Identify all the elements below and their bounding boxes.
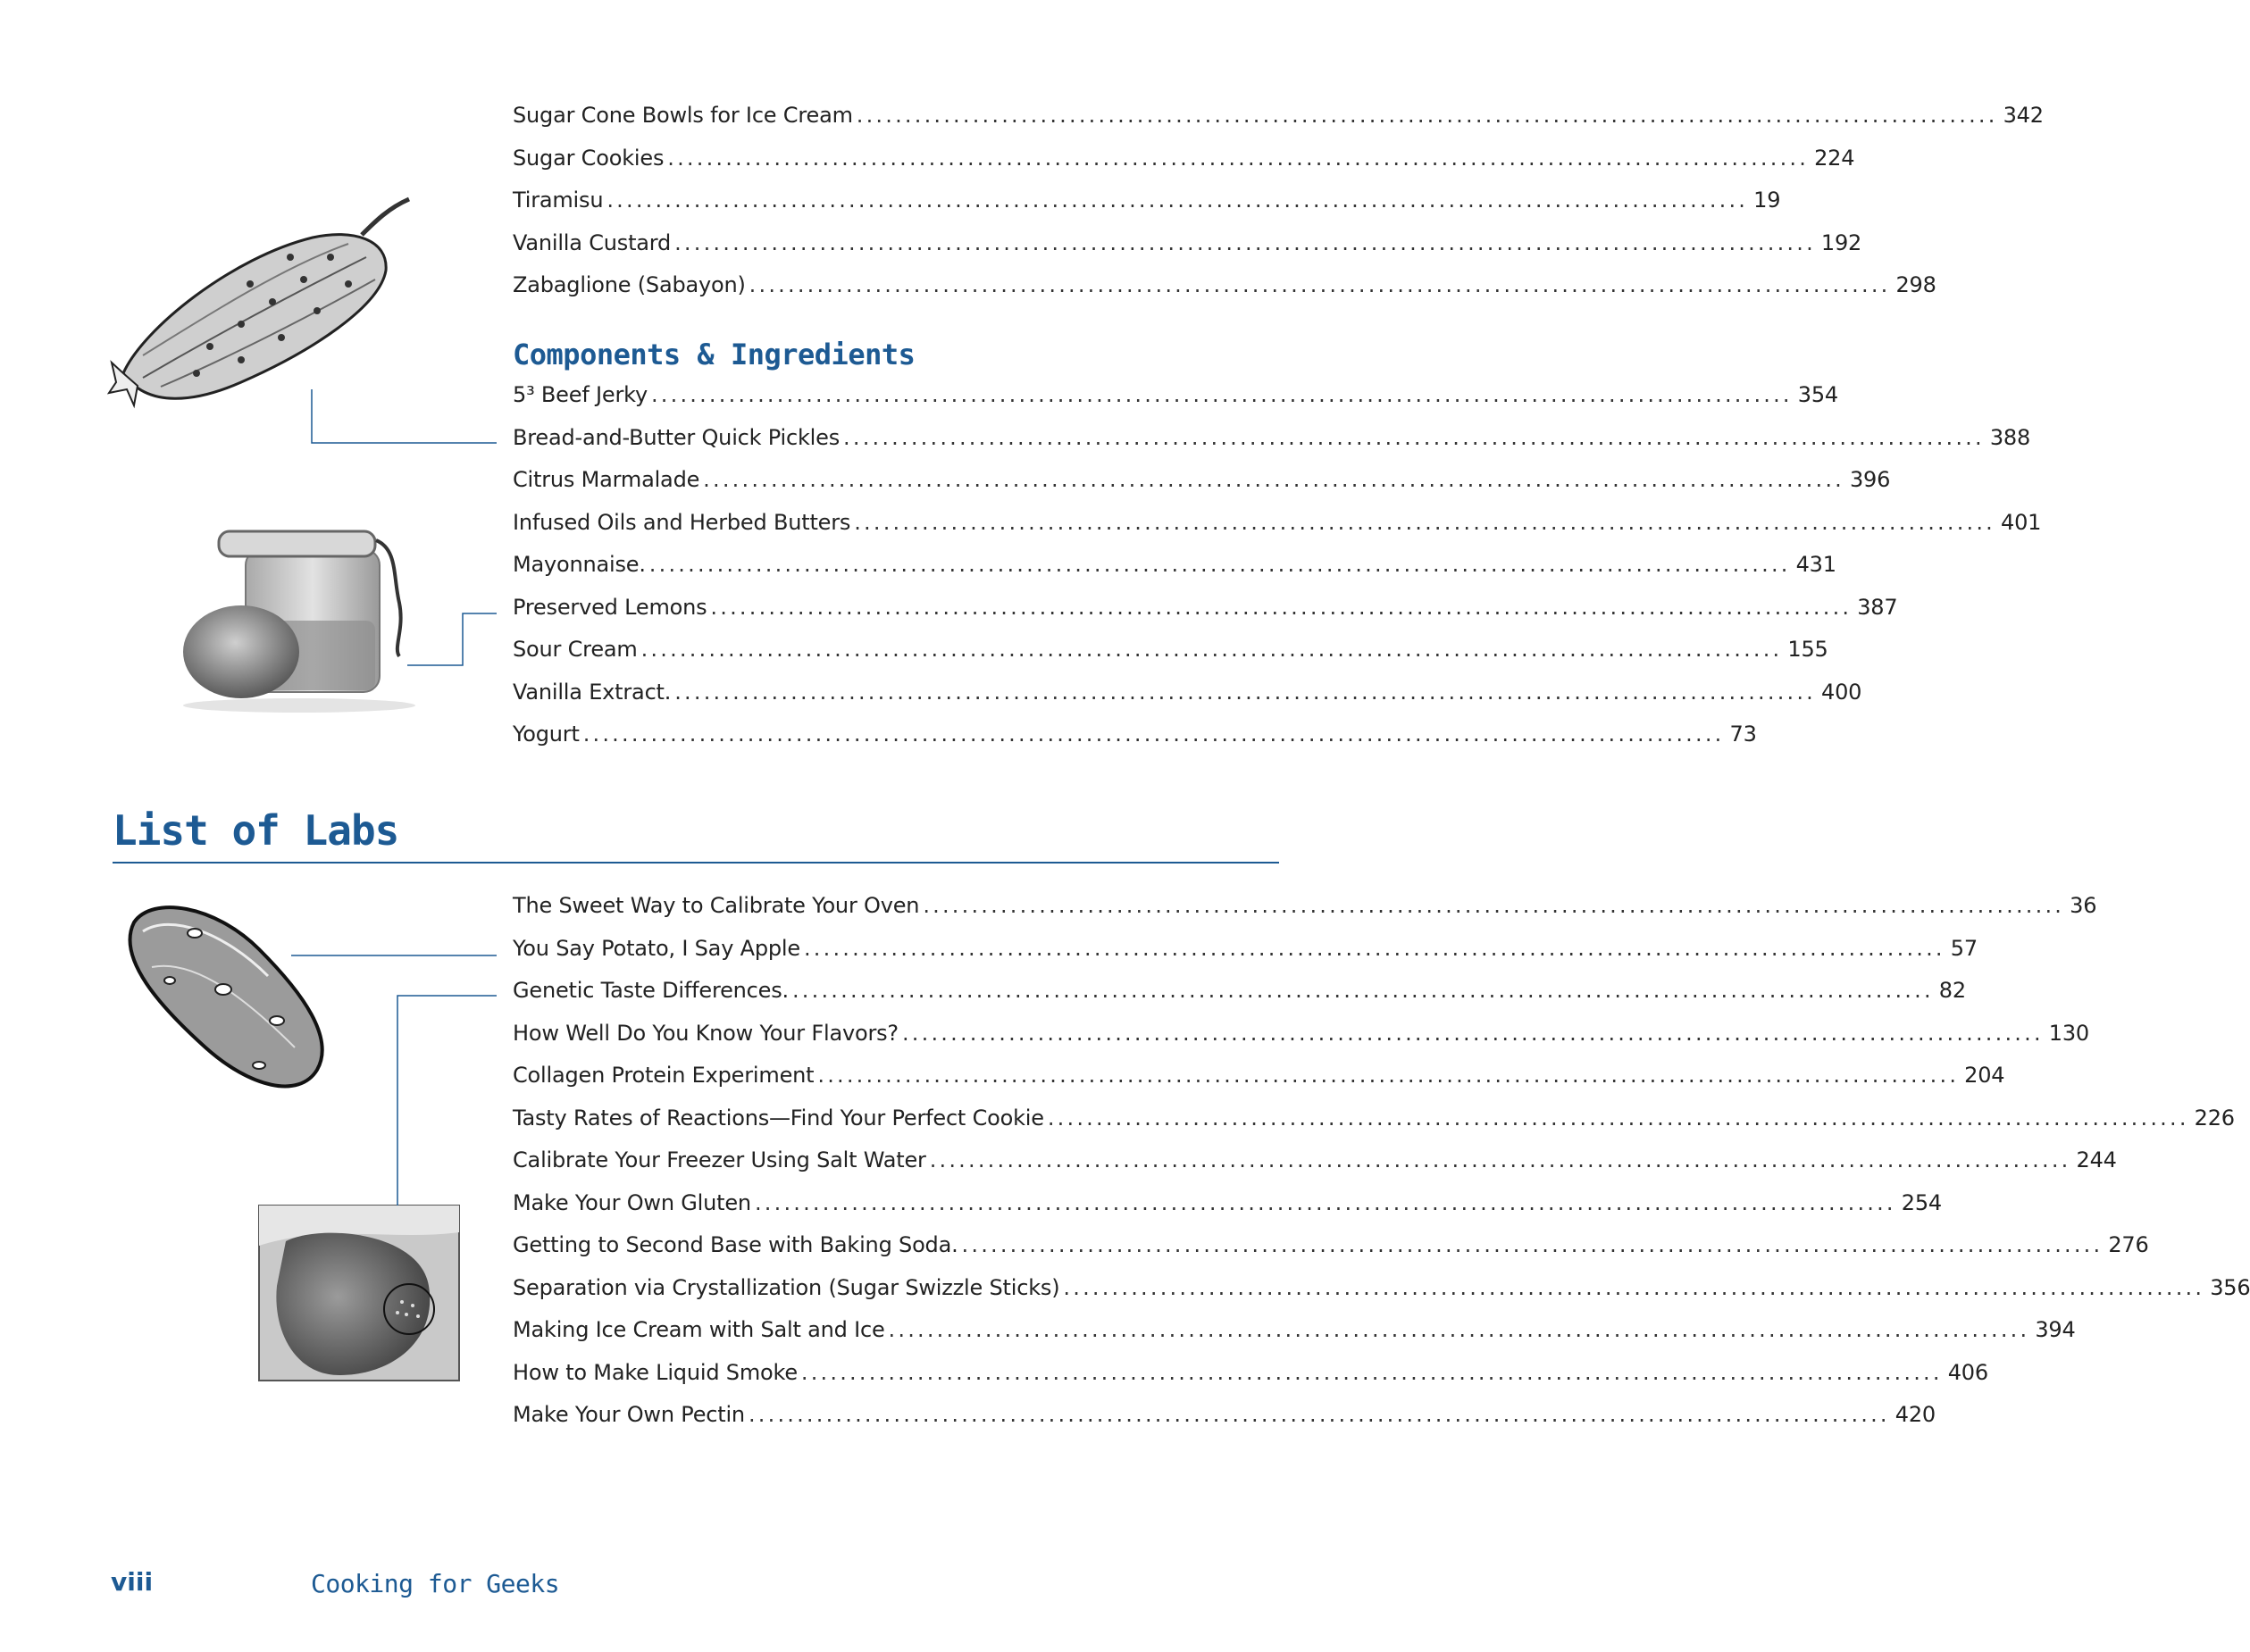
toc-entry-title: Tiramisu <box>513 188 604 213</box>
toc-entry[interactable] <box>513 594 1898 638</box>
toc-entry[interactable] <box>513 679 1862 722</box>
toc-entry-page: 192 <box>1820 229 1862 255</box>
toc-entry[interactable] <box>513 467 1891 510</box>
toc-entry-page: 356 <box>2210 1274 2250 1300</box>
dot-leader: ...................................................................................................................... <box>791 978 1934 1003</box>
dot-leader: ...................................................................................................................... <box>748 1402 1890 1427</box>
dot-leader: ...................................................................................................................... <box>667 145 1810 171</box>
dot-leader: ...................................................................................................................... <box>703 467 1844 492</box>
toc-entry-page: 420 <box>1895 1402 1936 1427</box>
toc-entry-page: 401 <box>2001 509 2042 535</box>
toc-entry-title: Sugar Cookies <box>513 145 665 171</box>
toc-entry[interactable] <box>513 1274 2250 1318</box>
toc-entry-title: Citrus Marmalade <box>513 467 700 492</box>
toc-entry-title: Tasty Rates of Reactions—Find Your Perfect Cookie <box>513 1105 1044 1131</box>
dot-leader: ...................................................................................................................... <box>710 594 1853 620</box>
toc-entry-title: 5³ Beef Jerky <box>513 382 648 407</box>
toc-entry[interactable] <box>513 1317 2076 1360</box>
dot-leader: ...................................................................................................................... <box>648 552 1791 577</box>
dot-leader: ...................................................................................................................... <box>650 382 1793 407</box>
dot-leader: ...................................................................................................................... <box>640 637 1783 662</box>
dot-leader: ...................................................................................................................... <box>803 935 1945 961</box>
toc-entry-title: Infused Oils and Herbed Butters <box>513 509 851 535</box>
toc-entry[interactable] <box>513 935 1978 979</box>
toc-entry-page: 431 <box>1795 552 1836 577</box>
dot-leader: ...................................................................................................................... <box>901 1020 2044 1046</box>
components-toc-list <box>513 382 2042 764</box>
toc-entry-title: Yogurt <box>513 722 580 747</box>
dot-leader: ...................................................................................................................... <box>961 1232 2104 1257</box>
toc-entry-page: 73 <box>1729 722 1757 747</box>
running-footer-title: Cooking for Geeks <box>311 1569 560 1598</box>
dot-leader: ...................................................................................................................... <box>606 188 1749 213</box>
toc-entry[interactable] <box>513 978 1966 1021</box>
toc-entry-title: Getting to Second Base with Baking Soda. <box>513 1232 958 1257</box>
toc-entry[interactable] <box>513 1063 2005 1106</box>
toc-entry-title: How to Make Liquid Smoke <box>513 1359 798 1385</box>
toc-entry-title: Collagen Protein Experiment <box>513 1063 815 1088</box>
dot-leader: ...................................................................................................................... <box>754 1189 1896 1215</box>
dot-leader: ...................................................................................................................... <box>1047 1105 2189 1131</box>
toc-entry[interactable] <box>513 382 1838 425</box>
toc-entry-page: 224 <box>1814 145 1855 171</box>
page-folio: viii <box>111 1567 154 1597</box>
section-heading-components: Components & Ingredients <box>513 338 916 371</box>
toc-entry-page: 244 <box>2076 1147 2117 1172</box>
toc-entry[interactable] <box>513 509 2042 553</box>
toc-entry-page: 226 <box>2194 1105 2235 1131</box>
toc-entry-title: Make Your Own Gluten <box>513 1189 751 1215</box>
toc-entry-title: Zabaglione (Sabayon) <box>513 272 746 297</box>
labs-toc-list <box>513 893 2250 1445</box>
toc-entry-title: Vanilla Extract. <box>513 679 672 705</box>
toc-entry-page: 298 <box>1895 272 1936 297</box>
toc-entry[interactable] <box>513 893 2097 936</box>
toc-entry-page: 57 <box>1950 935 1978 961</box>
toc-entry[interactable] <box>513 552 1836 595</box>
toc-entry-title: Mayonnaise. <box>513 552 646 577</box>
toc-entry-page: 406 <box>1947 1359 1988 1385</box>
toc-entry[interactable] <box>513 424 2031 468</box>
heading-rule <box>113 862 1279 864</box>
toc-entry-title: Bread-and-Butter Quick Pickles <box>513 424 841 450</box>
toc-entry[interactable] <box>513 637 1828 680</box>
toc-entry-title: Calibrate Your Freezer Using Salt Water <box>513 1147 926 1172</box>
toc-entry[interactable] <box>513 1147 2117 1190</box>
toc-entry-title: Make Your Own Pectin <box>513 1402 745 1427</box>
toc-entry-page: 155 <box>1787 637 1828 662</box>
toc-entry-page: 394 <box>2035 1317 2076 1342</box>
dot-leader: ...................................................................................................................... <box>856 103 1998 128</box>
toc-entry-page: 19 <box>1753 188 1781 213</box>
toc-entry[interactable] <box>513 1232 2149 1275</box>
toc-entry-page: 342 <box>2003 103 2044 128</box>
toc-entry-title: The Sweet Way to Calibrate Your Oven <box>513 893 920 918</box>
dot-leader: ...................................................................................................................... <box>923 893 2065 918</box>
toc-entry-page: 387 <box>1857 594 1898 620</box>
dot-leader: ...................................................................................................................... <box>854 509 1996 535</box>
chapter-heading-labs: List of Labs <box>113 806 399 855</box>
toc-entry-title: Genetic Taste Differences. <box>513 978 789 1003</box>
toc-entry-page: 354 <box>1797 382 1838 407</box>
toc-entry-page: 130 <box>2048 1020 2089 1046</box>
toc-entry-page: 276 <box>2108 1232 2149 1257</box>
dot-leader: ...................................................................................................................... <box>1063 1274 2205 1300</box>
toc-entry-page: 254 <box>1901 1189 1942 1215</box>
dot-leader: ...................................................................................................................... <box>888 1317 2030 1342</box>
toc-entry[interactable] <box>513 1020 2089 1064</box>
toc-entry-title: Separation via Crystallization (Sugar Swizzle Sticks) <box>513 1274 1060 1300</box>
dot-leader: ...................................................................................................................... <box>749 272 1891 297</box>
toc-entry-title: Sour Cream <box>513 637 638 662</box>
toc-entry-title: Vanilla Custard <box>513 229 672 255</box>
dot-leader: ...................................................................................................................... <box>582 722 1725 747</box>
toc-entry[interactable] <box>513 229 1862 273</box>
toc-entry[interactable] <box>513 188 1781 230</box>
toc-entry[interactable] <box>513 272 1936 315</box>
desserts-toc-list <box>513 103 2044 315</box>
toc-entry-page: 400 <box>1821 679 1862 705</box>
toc-entry-title: You Say Potato, I Say Apple <box>513 935 800 961</box>
toc-entry[interactable] <box>513 1189 1942 1233</box>
toc-entry-title: Making Ice Cream with Salt and Ice <box>513 1317 885 1342</box>
toc-entry[interactable] <box>513 103 2044 146</box>
dot-leader: ...................................................................................................................... <box>674 229 1816 255</box>
toc-entry-page: 204 <box>1964 1063 2005 1088</box>
toc-entry[interactable] <box>513 1105 2235 1148</box>
toc-entry[interactable] <box>513 145 1855 188</box>
dot-leader: ...................................................................................................................... <box>817 1063 1960 1088</box>
toc-entry-page: 82 <box>1938 978 1966 1003</box>
toc-entry-page: 396 <box>1849 467 1891 492</box>
toc-entry[interactable] <box>513 1402 1936 1445</box>
dot-leader: ...................................................................................................................... <box>674 679 1817 705</box>
toc-entry-title: How Well Do You Know Your Flavors? <box>513 1020 899 1046</box>
toc-entry-title: Sugar Cone Bowls for Ice Cream <box>513 103 853 128</box>
toc-entry[interactable] <box>513 1359 1988 1403</box>
toc-entry-page: 36 <box>2070 893 2097 918</box>
toc-entry-title: Preserved Lemons <box>513 594 707 620</box>
toc-entry[interactable] <box>513 722 1757 764</box>
dot-leader: ...................................................................................................................... <box>800 1359 1943 1385</box>
toc-entry-page: 388 <box>1989 424 2031 450</box>
dot-leader: ...................................................................................................................... <box>843 424 1985 450</box>
dot-leader: ...................................................................................................................... <box>929 1147 2071 1172</box>
